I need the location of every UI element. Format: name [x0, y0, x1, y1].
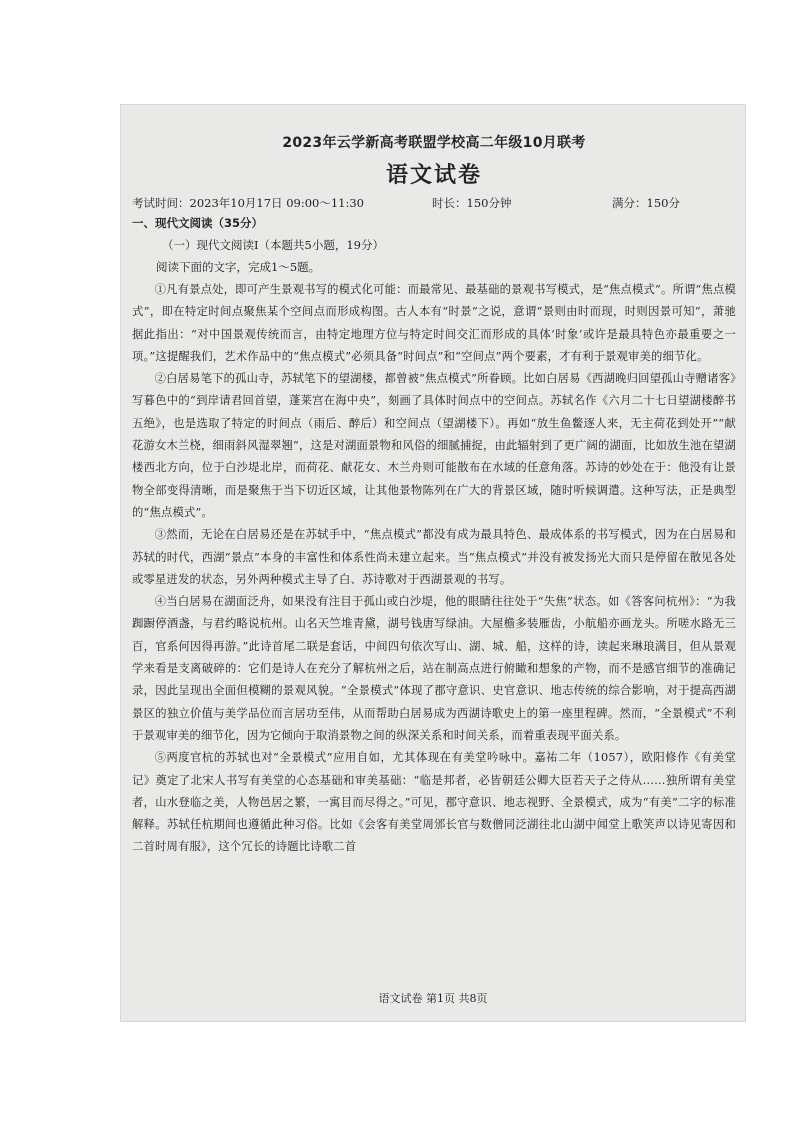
exam-title: 2023年云学新高考联盟学校高二年级10月联考	[282, 135, 586, 151]
paragraph-1: ①凡有景点处，即可产生景观书写的模式化可能：而最常见、最基础的景观书写模式，是“焦点模式”。所谓“焦点模式”，即在特定时间点聚焦某个空间点而形成构图。古人本有“时景”之说，意谓“景则由时而现，时则因景可知”，萧驰据此指出：“对中国景观传统而言，由特定地理方位与特定时间交汇而形成的具体‘时象’或许是最具特色亦最重要之一项。”这提醒我们，艺术作品中的“焦点模式”必须具备“时间点”和“空间点”两个要素，才有利于景观审美的细节化。	[132, 283, 736, 363]
exam-content	[132, 132, 736, 859]
sub-section-heading: （一）现代文阅读Ⅰ（本题共5小题，19分）	[162, 238, 384, 252]
paragraph-5: ⑤两度官杭的苏轼也对“全景模式”应用自如，尤其体现在有美堂吟咏中。嘉祐二年（1057），欧阳修作《有美堂记》奠定了北宋人书写有美堂的心态基础和审美基础：“临是邦者，必皆朝廷公卿大臣若天子之侍从……独所谓有美堂者，山水登临之美，人物邑居之繁，一寓目而尽得之。”可见，郡守意识、地志视野、全景模式，成为“有美”二字的标准解释。苏轼任杭期间也遵循此种习俗。比如《会客有美堂周邠长官与数僧同泛湖往北山湖中闻堂上歌笑声以诗见寄因和二首时周有服》，这个冗长的诗题比诗歌二首	[132, 751, 736, 854]
section-heading: 一、现代文阅读（35分）	[132, 216, 264, 230]
paragraph-4: ④当白居易在湖面泛舟，如果没有注目于孤山或白沙堤，他的眼睛往往处于“失焦”状态。如《答客问杭州》：“为我踟蹰停酒盏，与君约略说杭州。山名天竺堆青黛，湖号钱唐写绿油。大屋檐多装雁齿，小航船亦画龙头。所嗟水路无三百，官系何因得再游。”此诗首尾二联是套话，中间四句依次写山、湖、城、船，这样的诗，读起来琳琅满目，但从景观学来看是支离破碎的：它们是诗人在充分了解杭州之后，站在制高点进行俯瞰和想象的产物，而不是感官细节的准确记录，因此呈现出全面但模糊的景观风貌。“全景模式”体现了郡守意识、史官意识、地志传统的综合影响，对于提高西湖景区的独立价值与美学品位而言居功至伟，从而帮助白居易成为西湖诗歌史上的第一座里程碑。然而，“全景模式”不利于景观审美的细节化，因为它倾向于取消景物之间的纵深关系和时间关系，而着重表现平面关系。	[132, 595, 736, 742]
exam-full-score: 满分：150分	[612, 196, 680, 210]
reading-instruction: 阅读下面的文字，完成1～5题。	[156, 260, 321, 274]
paragraph-2: ②白居易笔下的孤山寺，苏轼笔下的望湖楼，都曾被“焦点模式”所眷顾。比如白居易《西湖晚归回望孤山寺赠诸客》写暮色中的“到岸请君回首望，蓬莱宫在海中央”，刻画了具体时间点中的空间点。苏轼名作《六月二十七日望湖楼醉书五绝》，也是选取了特定的时间点（雨后、醉后）和空间点（望湖楼下）。再如“放生鱼鳖逐人来，无主荷花到处开”“献花游女木兰桡，细雨斜风湿翠翘”，这是对湖面景物和风俗的细腻捕捉，由此辐射到了更广阔的湖面，比如放生池在望湖楼西北方向，位于白沙堤北岸，而荷花、献花女、木兰舟则可能散布在水域的任意角落。苏诗的妙处在于：他没有让景物全部变得清晰，而是聚焦于当下切近区域，让其他景物陈列在广大的背景区域，随时听候调遣。这种写法，正是典型的“焦点模式”。	[132, 372, 736, 519]
page-footer: 语文试卷 第1页 共8页	[378, 992, 488, 1005]
exam-paper-sheet	[120, 104, 746, 1022]
exam-duration: 时长：150分钟	[432, 196, 512, 210]
exam-time: 考试时间：2023年10月17日 09:00～11:30	[132, 196, 364, 210]
exam-subject-title: 语文试卷	[385, 163, 482, 188]
paragraph-3: ③然而，无论在白居易还是在苏轼手中，“焦点模式”都没有成为最具特色、最成体系的书写模式，因为在白居易和苏轼的时代，西湖“景点”本身的丰富性和体系性尚未建立起来。当“焦点模式”并没有被发扬光大而只是停留在散见各处或零星迸发的状态，另外两种模式主导了白、苏诗歌对于西湖景观的书写。	[132, 528, 736, 586]
exam-meta-row	[132, 195, 736, 211]
